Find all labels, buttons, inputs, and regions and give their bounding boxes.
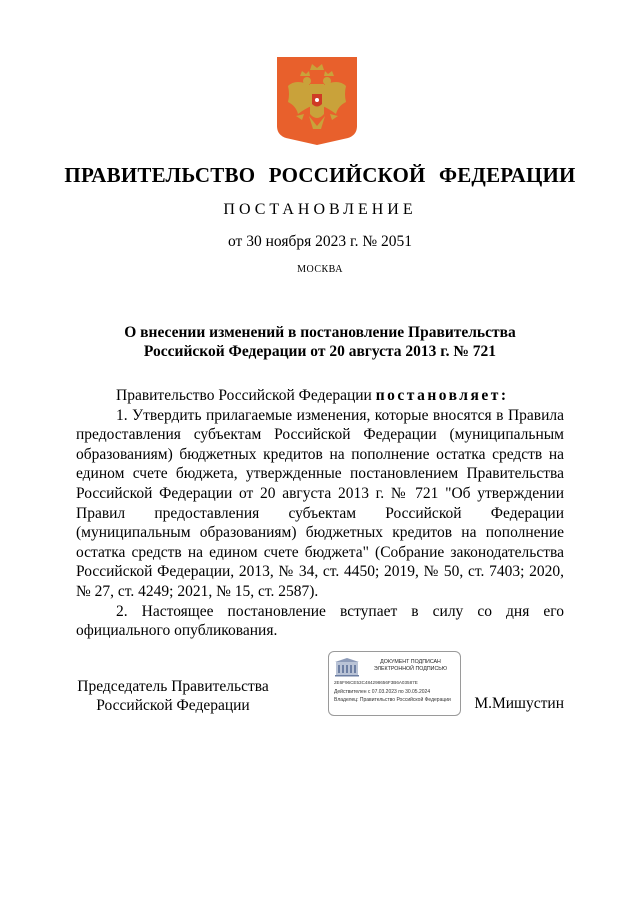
- government-title: ПРАВИТЕЛЬСТВО РОССИЙСКОЙ ФЕДЕРАЦИИ: [64, 163, 576, 187]
- paragraph-2: 2. Настоящее постановление вступает в силу со дня его официального опубликования.: [76, 602, 564, 640]
- paragraph-1: 1. Утвердить прилагаемые изменения, которые вносятся в Правила предоставления субъектам Российской Федерации (муниципальным образованиям) бюджетных кредитов на пополнение остатка средств на едином счете бюджета, утвержденные постановлением Правительства Российской Федерации от 20 августа 2013 г. № 721 "Об утверждении Правил предоставления субъектам Российской Федерации (муниципальным образованиям) бюджетных кредитов на пополнение остатка средств на едином счете бюджета" (Собрание законодательства Российской Федерации, 2013, № 34, ст. 4450; 2019, № 50, ст. 7403; 2020, № 27, ст. 4249; 2021, № 15, ст. 2587).: [76, 406, 564, 600]
- stamp-title-line-1: ДОКУМЕНТ ПОДПИСАН: [380, 659, 441, 665]
- stamp-validity: Действителен с 07.03.2023 по 30.05.2024: [334, 689, 431, 695]
- stamp-owner: Владелец: Правительство Российской Федерации: [334, 697, 451, 703]
- document-type: ПОСТАНОВЛЕНИЕ: [223, 201, 417, 218]
- signer-position: [76, 677, 270, 715]
- document-date-number: от 30 ноября 2023 г. № 2051: [228, 233, 412, 250]
- stamp-title-line-2: ЭЛЕКТРОННОЙ ПОДПИСЬЮ: [373, 665, 448, 672]
- signer-position-line-2: Российской Федерации: [96, 697, 250, 714]
- resolves-text: постановляет:: [375, 387, 509, 404]
- stamp-building-icon: [334, 657, 360, 677]
- intro-text: Правительство Российской Федерации: [116, 387, 372, 404]
- document-body: [76, 386, 564, 641]
- subject-line-1: О внесении изменений в постановление Правительства: [124, 324, 516, 341]
- document-city: МОСКВА: [297, 264, 343, 275]
- stamp-serial: 2E6F96CE53C484298656F3B6A03587E: [334, 680, 418, 685]
- intro-paragraph: [76, 386, 564, 406]
- document-subject: [80, 323, 560, 361]
- coat-of-arms-emblem: [276, 56, 358, 146]
- electronic-signature-stamp: [328, 651, 461, 716]
- subject-line-2: Российской Федерации от 20 августа 2013 г. № 721: [143, 343, 497, 360]
- stamp-title: [363, 659, 458, 672]
- signer-name: М.Мишустин: [474, 695, 564, 712]
- signer-position-line-1: Председатель Правительства: [77, 678, 269, 695]
